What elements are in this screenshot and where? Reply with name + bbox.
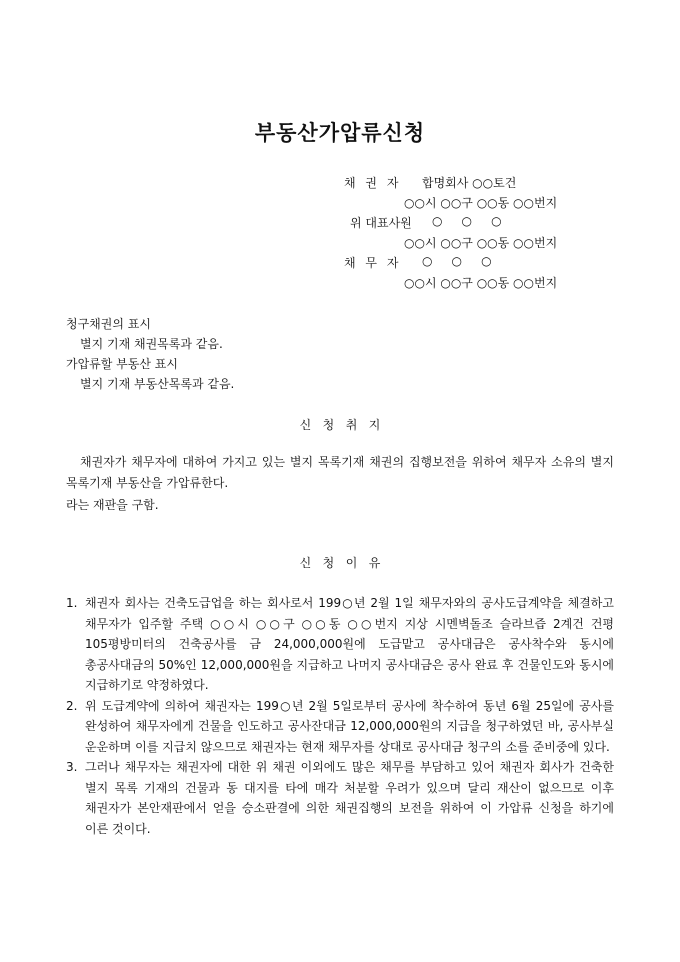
representative-address: ○○시 ○○구 ○○동 ○○번지 xyxy=(404,236,558,250)
debtor-label: 채 무 자 xyxy=(344,256,399,270)
property-detail: 별지 기재 부동산목록과 같음. xyxy=(80,377,235,391)
reason-number: 3. xyxy=(66,760,78,774)
reason-item-3 xyxy=(66,757,614,839)
reason-text: 그러나 채무자는 채권자에 대한 위 채권 이외에도 많은 채무를 부담하고 있어 채권자 회사가 건축한 별지 목록 기재의 건물과 동 대지를 타에 매각 처분할 우려가 있으며 달리 재산이 없으므로 이후 채권자가 본안재판에서 얻을 승소판결에 의한 채권집행의 보전을 위하여 이 가압류 신청을 하기에 이른 것이다. xyxy=(85,760,614,836)
representative-name: ○ ○ ○ xyxy=(432,214,502,228)
representative-label: 위 대표사원 xyxy=(350,216,412,230)
property-heading: 가압류할 부동산 표시 xyxy=(66,357,178,371)
claim-detail: 별지 기재 채권목록과 같음. xyxy=(80,337,223,351)
reason-number: 2. xyxy=(66,698,78,713)
reason-number: 1. xyxy=(66,596,78,610)
purpose-body: 채권자가 채무자에 대하여 가지고 있는 별지 목록기재 채권의 집행보전을 위하여 채무자 소유의 별지 목록기재 부동산을 가압류한다. xyxy=(66,455,614,490)
reason-text: 위 도급계약에 의하여 채권자는 199○년 2월 5일로부터 공사에 착수하여 동년 6월 25일에 공사를 완성하여 채무자에게 건물을 인도하고 공사잔대금 12,000,000원의 지급을 청구하였던 바, 공사부실 운운하며 이를 지급치 않으므로 채권자는 현재 채무자를 상대로 공사대금 청구의 소를 준비중에 있다. xyxy=(85,698,614,754)
creditor-address: ○○시 ○○구 ○○동 ○○번지 xyxy=(404,196,558,210)
reasons-list xyxy=(66,593,614,839)
reasons-heading: 신 청 이 유 xyxy=(299,556,381,570)
purpose-closing: 라는 재판을 구함. xyxy=(66,498,159,512)
claim-heading: 청구채권의 표시 xyxy=(66,317,151,331)
reason-item-2 xyxy=(66,696,614,758)
creditor-label: 채 권 자 xyxy=(344,176,399,190)
document-title: 부동산가압류신청 xyxy=(254,120,426,145)
reason-text: 채권자 회사는 건축도급업을 하는 회사로서 199○년 2월 1일 채무자와의 공사도급계약을 체결하고 채무자가 입주할 주택 ○○시 ○○구 ○○동 ○○번지 지상 시멘벽돌조 슬라브즙 2계건 건평 105평방미터의 건축공사를 금 24,000,000원에 도급맡고 공사대금은 공사착수와 동시에 총공사대금의 50%인 12,000,000원을 지급하고 나머지 공사대금은 공사 완료 후 건물인도와 동시에 지급하기로 약정하였다. xyxy=(85,596,614,692)
debtor-name: ○ ○ ○ xyxy=(422,254,492,268)
purpose-heading: 신 청 취 지 xyxy=(299,418,381,432)
debtor-address: ○○시 ○○구 ○○동 ○○번지 xyxy=(404,276,558,290)
reason-item-1 xyxy=(66,593,614,696)
creditor-name: 합명회사 ○○토건 xyxy=(422,176,517,190)
